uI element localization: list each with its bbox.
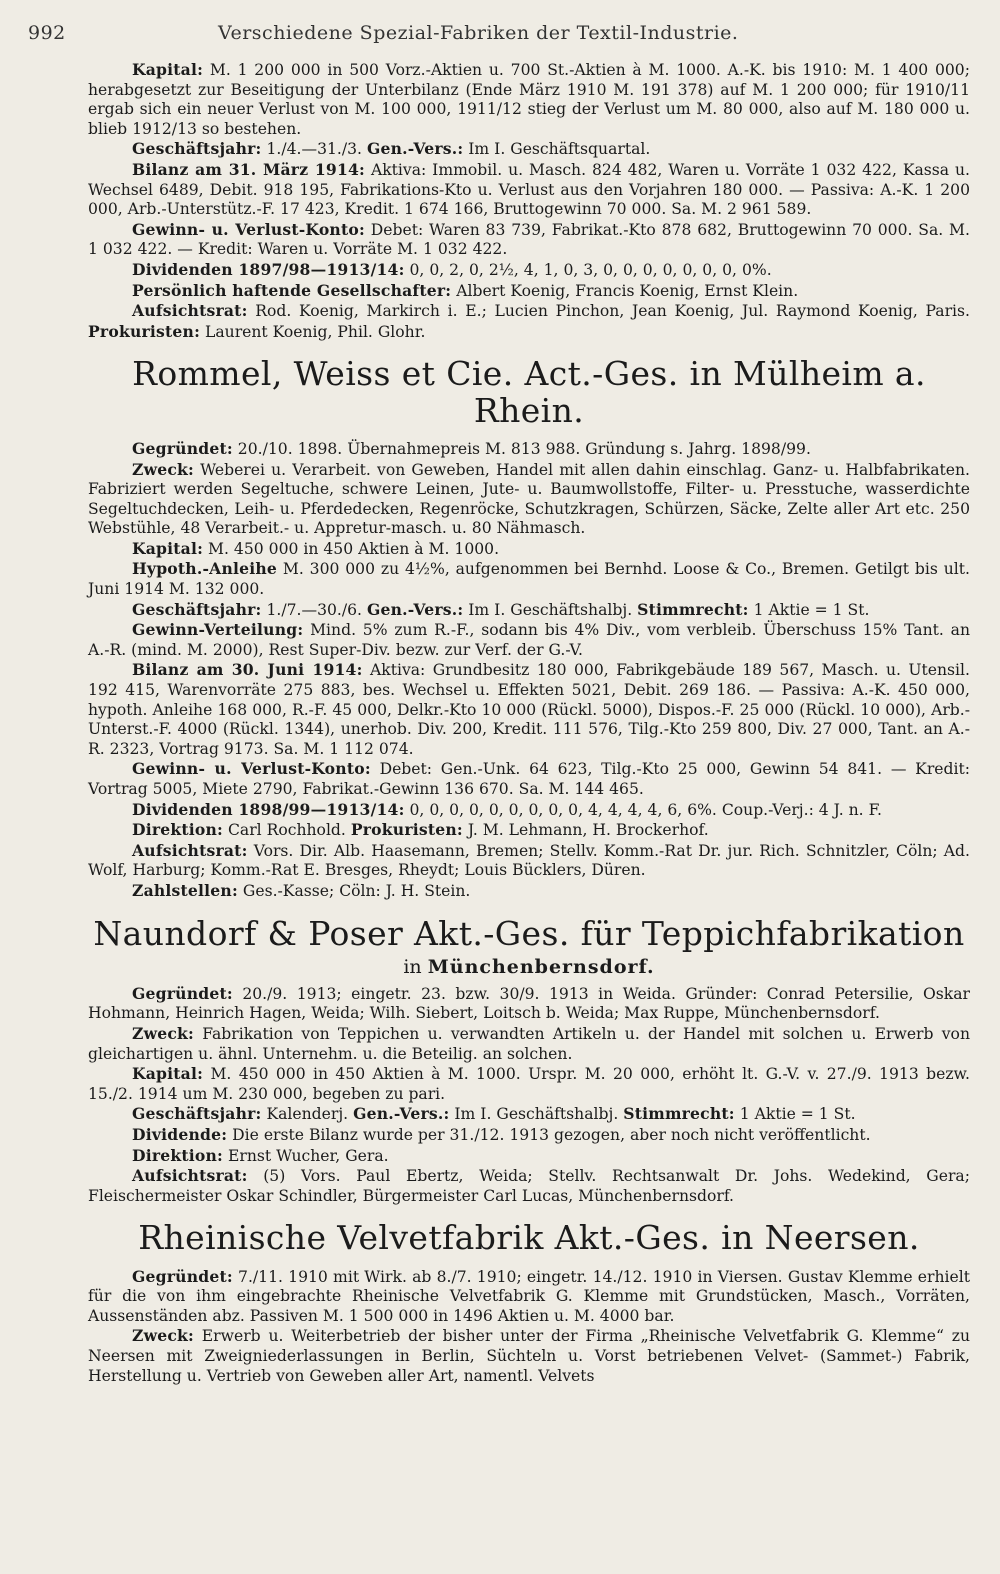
- company-title: Rheinische Velvetfabrik Akt.-Ges. in Neersen.: [138, 1218, 920, 1258]
- entry-paragraph: [88, 759, 970, 799]
- company-title: Rommel, Weiss et Cie. Act.-Ges. in Mülheim a. Rhein.: [132, 354, 926, 430]
- field-value: Mind. 5% zum R.-F., sodann bis 4% Div., vom verbleib. Überschuss 15% Tant. an A.-R. (mind. M. 2000), Rest Super-Div. bezw. zur Verf. der G.-V.: [88, 621, 970, 659]
- field-label: Prokuristen:: [350, 820, 463, 840]
- field-value: Im I. Geschäftshalbj.: [468, 600, 633, 619]
- field-label: Zahlstellen:: [132, 880, 238, 900]
- company-entry: [88, 356, 970, 901]
- field-label: Prokuristen:: [88, 321, 201, 341]
- entry-paragraph: [88, 220, 970, 260]
- field-label: Gewinn- u. Verlust-Konto:: [132, 759, 371, 779]
- field-value: Kalenderj.: [266, 1105, 349, 1124]
- field-value: Im I. Geschäftshalbj.: [454, 1105, 619, 1124]
- entry-paragraph: [88, 984, 970, 1024]
- field-label: Gegründet:: [132, 1266, 233, 1286]
- field-label: Stimmrecht:: [623, 1104, 735, 1124]
- entry-paragraph: [88, 1104, 970, 1125]
- entry-paragraph: [88, 160, 970, 220]
- company-entry: [88, 1220, 970, 1386]
- field-label: Aufsichtsrat:: [132, 1166, 248, 1186]
- field-label: Gen.-Vers.:: [366, 599, 464, 619]
- entry-paragraph: [88, 260, 970, 281]
- entry-paragraph: [88, 1166, 970, 1206]
- field-value: Ernst Wucher, Gera.: [227, 1146, 389, 1165]
- field-value: M. 450 000 in 450 Aktien à M. 1000. Urspr. M. 20 000, erhöht lt. G.-V. v. 27./9. 1913 bezw. 15./2. 1914 um M. 230 000, begeben zu pari.: [88, 1065, 970, 1103]
- field-value: Carl Rochhold.: [227, 821, 346, 840]
- field-label: Bilanz am 30. Juni 1914:: [132, 660, 363, 680]
- entry-paragraph: [88, 800, 970, 821]
- field-value: 20./10. 1898. Übernahmepreis M. 813 988. Gründung s. Jahrg. 1898/99.: [237, 439, 811, 458]
- field-label: Gegründet:: [132, 983, 233, 1003]
- running-title: Verschiedene Spezial-Fabriken der Textil-Industrie.: [218, 22, 739, 44]
- field-label: Direktion:: [132, 1145, 224, 1165]
- entry-paragraph: [88, 1326, 970, 1386]
- field-label: Dividenden 1898/99—1913/14:: [132, 799, 405, 819]
- field-value: M. 1 200 000 in 500 Vorz.-Aktien u. 700 St.-Aktien à M. 1000. A.-K. bis 1910: M. 1 400 000; herabgesetzt zur Beseitigung der Unterbilanz (Ende März 1910 M. 191 378) auf M. 1 200 000; für 1910/11 ergab sich ein neuer Verlust von M. 100 000, 1911/12 stieg der Verlust um M. 80 000, also auf M. 180 000 u. blieb 1912/13 so bestehen.: [88, 61, 970, 138]
- entry-paragraph: [88, 559, 970, 599]
- field-value: Laurent Koenig, Phil. Glohr.: [205, 322, 426, 341]
- field-value: Aktiva: Immobil. u. Masch. 824 482, Waren u. Vorräte 1 032 422, Kassa u. Wechsel 6489, Debit. 918 195, Fabrikations-Kto u. Verlust aus den Vorjahren 180 000. — Passiva: A.-K. 1 200 000, Arb.-Unterstütz.-F. 17 423, Kredit. 1 674 166, Bruttogewinn 70 000. Sa. M. 2 961 589.: [88, 160, 970, 219]
- field-value: 20./9. 1913; eingetr. 23. bzw. 30/9. 1913 in Weida. Gründer: Conrad Petersilie, Oskar Hohmann, Heinrich Hagen, Weida; Wilh. Siebert, Loitsch b. Weida; Max Ruppe, Münchenbernsdorf.: [88, 984, 970, 1023]
- entry-paragraph: [88, 620, 970, 660]
- field-label: Stimmrecht:: [637, 599, 749, 619]
- field-label: Geschäftsjahr:: [132, 1104, 262, 1124]
- field-label: Kapital:: [132, 538, 204, 558]
- field-label: Zweck:: [132, 1024, 194, 1044]
- field-value: Die erste Bilanz wurde per 31./12. 1913 gezogen, aber noch nicht veröffentlicht.: [232, 1126, 871, 1145]
- field-value: 1 Aktie = 1 St.: [753, 600, 870, 619]
- subtitle-prefix: in: [403, 955, 422, 978]
- field-label: Gewinn- u. Verlust-Konto:: [132, 219, 365, 239]
- entry-paragraph: [88, 539, 970, 560]
- field-value: 0, 0, 2, 0, 2½, 4, 1, 0, 3, 0, 0, 0, 0, 0, 0, 0, 0%.: [409, 260, 772, 279]
- entry-paragraph: [88, 820, 970, 841]
- field-value: Albert Koenig, Francis Koenig, Ernst Klein.: [456, 281, 799, 300]
- field-label: Gen.-Vers.:: [366, 139, 464, 159]
- field-label: Gen.-Vers.:: [353, 1104, 450, 1124]
- field-value: Aktiva: Grundbesitz 180 000, Fabrikgebäude 189 567, Masch. u. Utensil. 192 415, Warenvorräte 275 883, bes. Wechsel u. Effekten 5021, Debit. 269 186. — Passiva: A.-K. 450 000, hypoth. Anleihe 168 000, R.-F. 45 000, Delkr.-Kto 10 000 (Rückl. 5000), Dispos.-F. 25 000 (Rückl. 10 000), Arb.-Unterst.-F. 4000 (Rückl. 1344), unerhob. Div. 200, Kredit. 111 576, Tilg.-Kto 259 800, Div. 27 000, Tant. an A.-R. 2323, Vortrag 9173. Sa. M. 1 112 074.: [88, 661, 970, 758]
- field-label: Kapital:: [132, 1064, 204, 1084]
- field-value: 1./4.—31./3.: [266, 140, 363, 159]
- field-value: M. 450 000 in 450 Aktien à M. 1000.: [208, 539, 500, 558]
- field-value: Weberei u. Verarbeit. von Geweben, Handel mit allen dahin einschlag. Ganz- u. Halbfabrikaten. Fabriziert werden Segeltuche, schwere Leinen, Jute- u. Baumwollstoffe, Filter- u. Presstuche, wasserdichte Segeltuchdecken, Leih- u. Pferdedecken, Regenröcke, Schutzkragen, Schürzen, Säcke, Zelte aller Art etc. 250 Webstühle, 48 Verarbeit.- u. Appretur-masch. u. 80 Nähmasch.: [88, 460, 970, 538]
- company-subtitle: [88, 956, 970, 978]
- entry-paragraph: [88, 841, 970, 881]
- entry-paragraph: [88, 139, 970, 160]
- field-value: Erwerb u. Weiterbetrieb der bisher unter der Firma „Rheinische Velvetfabrik G. Klemme“ zu Neersen mit Zweigniederlassungen in Berlin, Süchteln u. Vorst betriebenen Velvet- (Sammet-) Fabrik, Herstellung u. Vertrieb von Geweben aller Art, namentl. Velvets: [88, 1327, 970, 1385]
- entry-paragraph: [88, 600, 970, 621]
- entry-paragraph: [88, 281, 970, 302]
- field-value: Ges.-Kasse; Cöln: J. H. Stein.: [242, 881, 471, 900]
- entries-container: [88, 60, 970, 1386]
- field-label: Gegründet:: [132, 438, 233, 458]
- field-value: Debet: Waren 83 739, Fabrikat.-Kto 878 682, Bruttogewinn 70 000. Sa. M. 1 032 422. — Kredit: Waren u. Vorräte M. 1 032 422.: [88, 220, 970, 259]
- entry-paragraph: [88, 1064, 970, 1104]
- field-label: Aufsichtsrat:: [132, 840, 248, 860]
- field-value: Fabrikation von Teppichen u. verwandten Artikeln u. der Handel mit solchen u. Erwerb von gleichartigen u. ähnl. Unternehm. u. die Beteilig. an solchen.: [88, 1025, 970, 1063]
- entry-paragraph: [88, 60, 970, 139]
- entry-paragraph: [88, 439, 970, 460]
- company-title: Naundorf & Poser Akt.-Ges. für Teppichfabrikation: [93, 913, 965, 953]
- field-value: 0, 0, 0, 0, 0, 0, 0, 0, 0, 4, 4, 4, 4, 6, 6%. Coup.-Verj.: 4 J. n. F.: [409, 800, 882, 819]
- entry-paragraph: [88, 1024, 970, 1064]
- entry-paragraph: [88, 881, 970, 902]
- field-label: Dividende:: [132, 1125, 228, 1145]
- running-head: [28, 22, 970, 44]
- entry-paragraph: [88, 301, 970, 342]
- field-value: M. 300 000 zu 4½%, aufgenommen bei Bernhd. Loose & Co., Bremen. Getilgt bis ult. Juni 1914 M. 132 000.: [88, 560, 970, 599]
- company-entry: [88, 60, 970, 342]
- entry-paragraph: [88, 460, 970, 539]
- field-value: J. M. Lehmann, H. Brockerhof.: [467, 821, 709, 840]
- field-label: Direktion:: [132, 820, 224, 840]
- field-value: (5) Vors. Paul Ebertz, Weida; Stellv. Rechtsanwalt Dr. Johs. Wedekind, Gera; Fleischermeister Oskar Schindler, Bürgermeister Carl Lucas, Münchenbernsdorf.: [88, 1167, 970, 1205]
- field-label: Kapital:: [132, 60, 204, 79]
- entry-paragraph: [88, 660, 970, 759]
- field-value: Vors. Dir. Alb. Haasemann, Bremen; Stellv. Komm.-Rat Dr. jur. Rich. Schnitzler, Cöln; Ad. Wolf, Harburg; Komm.-Rat E. Bresges, Rheydt; Louis Bücklers, Düren.: [88, 841, 970, 880]
- field-label: Zweck:: [132, 1326, 194, 1346]
- field-label: Aufsichtsrat:: [132, 301, 248, 321]
- field-label: Hypoth.-Anleihe: [132, 559, 278, 579]
- field-label: Geschäftsjahr:: [132, 139, 262, 159]
- field-value: 1./7.—30./6.: [266, 600, 363, 619]
- page-number: 992: [28, 22, 66, 44]
- company-entry: [88, 913, 970, 1207]
- field-label: Gewinn-Verteilung:: [132, 620, 304, 640]
- entry-paragraph: [88, 1267, 970, 1327]
- field-label: Geschäftsjahr:: [132, 599, 262, 619]
- entry-paragraph: [88, 1125, 970, 1146]
- field-value: 1 Aktie = 1 St.: [739, 1105, 856, 1124]
- field-value: Debet: Gen.-Unk. 64 623, Tilg.-Kto 25 000, Gewinn 54 841. — Kredit: Vortrag 5005, Miete 2790, Fabrikat.-Gewinn 136 670. Sa. M. 144 465.: [88, 760, 970, 798]
- field-value: 7./11. 1910 mit Wirk. ab 8./7. 1910; eingetr. 14./12. 1910 in Viersen. Gustav Klemme erhielt für die von ihm eingebrachte Rheinische Velvetfabrik G. Klemme mit Grundstücken, Masch., Vorräten, Aussenständen abz. Passiven M. 1 500 000 in 1496 Aktien u. M. 4000 bar.: [88, 1267, 970, 1325]
- entry-paragraph: [88, 1146, 970, 1167]
- field-label: Bilanz am 31. März 1914:: [132, 159, 366, 179]
- field-value: Im I. Geschäftsquartal.: [468, 140, 651, 159]
- field-label: Persönlich haftende Gesellschafter:: [132, 280, 452, 300]
- field-value: Rod. Koenig, Markirch i. E.; Lucien Pinchon, Jean Koenig, Jul. Raymond Koenig, Paris.: [255, 302, 970, 321]
- field-label: Zweck:: [132, 459, 194, 479]
- field-label: Dividenden 1897/98—1913/14:: [132, 259, 405, 279]
- subtitle-place: Münchenbernsdorf.: [427, 955, 655, 978]
